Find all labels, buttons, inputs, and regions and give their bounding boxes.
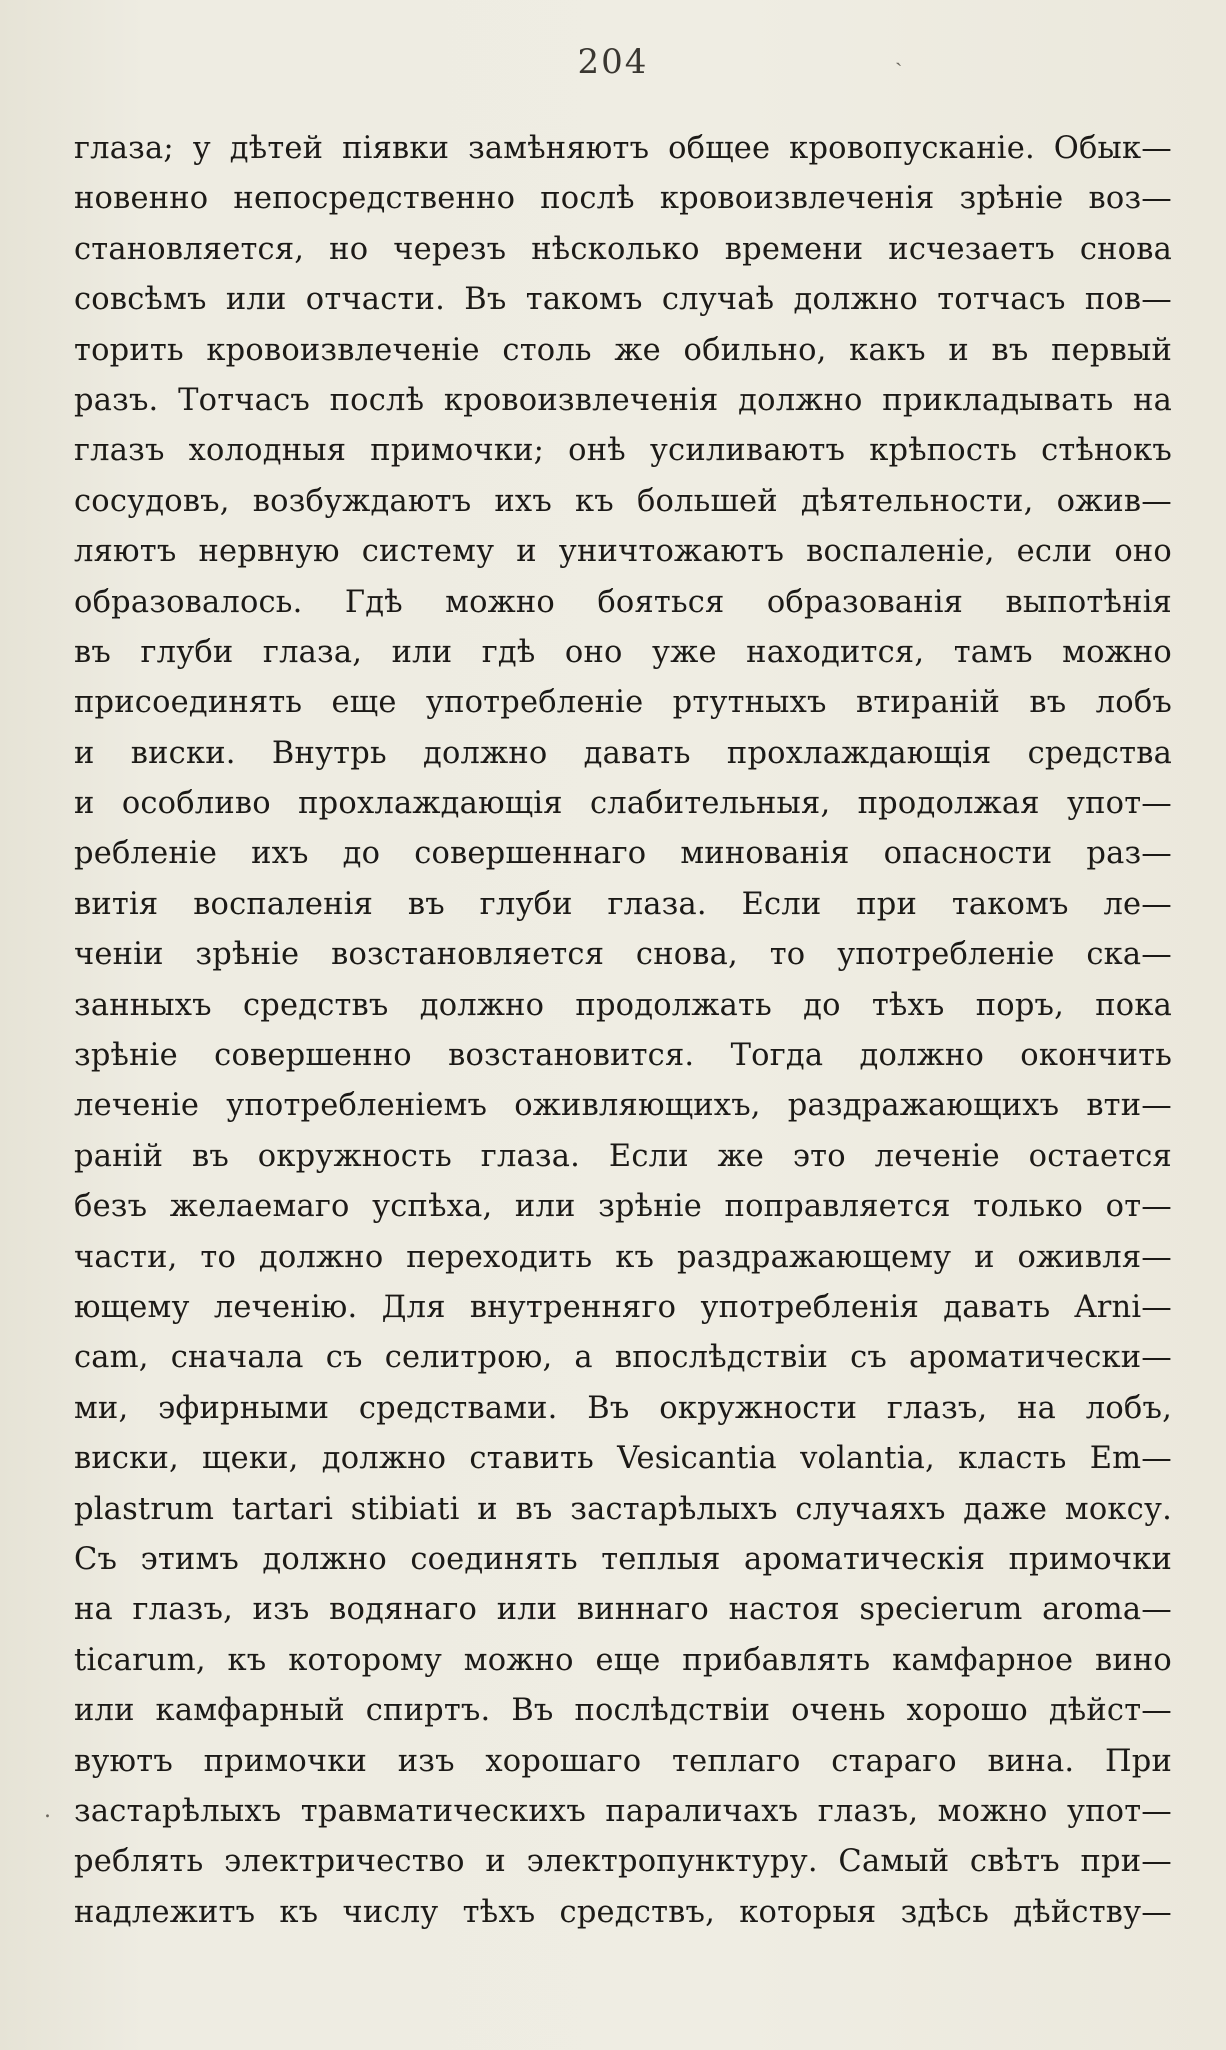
text-line: образовалось. Гдѣ можно бояться образованія выпотѣнія <box>74 584 1172 620</box>
text-line: безъ желаемаго успѣха, или зрѣніе поправляется только от— <box>74 1189 1172 1225</box>
text-line: на глазъ, изъ водянаго или виннаго настоя specierum aroma— <box>74 1592 1172 1628</box>
text-line: ющему леченію. Для внутренняго употребленія давать Arni— <box>74 1289 1172 1325</box>
text-line: ми, эфирными средствами. Въ окружности глазъ, на лобъ, <box>74 1390 1172 1426</box>
text-line: надлежитъ къ числу тѣхъ средствъ, которыя здѣсь дѣйству— <box>74 1894 1172 1930</box>
text-line: вуютъ примочки изъ хорошаго теплаго стараго вина. При <box>74 1743 1172 1779</box>
text-line: становляется, но черезъ нѣсколько времени исчезаетъ снова <box>74 231 1172 267</box>
text-line: въ глуби глаза, или гдѣ оно уже находится, тамъ можно <box>74 634 1172 670</box>
text-line: глаза; у дѣтей піявки замѣняютъ общее кровопусканіе. Обык— <box>74 131 1172 166</box>
text-line: ticarum, къ которому можно еще прибавлять камфарное вино <box>74 1642 1172 1678</box>
text-line: части, то должно переходить къ раздражающему и оживля— <box>74 1239 1172 1275</box>
body-text <box>74 124 1172 1938</box>
text-line: глазъ холодныя примочки; онѣ усиливаютъ крѣпость стѣнокъ <box>74 433 1172 469</box>
text-line: реблять электричество и электропунктуру. Самый свѣтъ при— <box>74 1844 1172 1880</box>
text-line: Съ этимъ должно соединять теплыя ароматическія примочки <box>74 1541 1172 1577</box>
text-line: совсѣмъ или отчасти. Въ такомъ случаѣ должно тотчасъ пов— <box>74 282 1172 318</box>
text-line: plastrum tartari stibiati и въ застарѣлыхъ случаяхъ даже моксу. <box>74 1491 1172 1527</box>
ink-speck: ˴ <box>895 49 903 74</box>
text-line: занныхъ средствъ должно продолжать до тѣхъ поръ, пока <box>74 987 1172 1023</box>
text-line: раній въ окружность глаза. Если же это леченіе остается <box>74 1138 1172 1174</box>
text-line: виски, щеки, должно ставить Vesicantia volantia, класть Em— <box>74 1441 1172 1477</box>
text-line: новенно непосредственно послѣ кровоизвлеченія зрѣніе воз— <box>74 181 1172 217</box>
text-line: зрѣніе совершенно возстановится. Тогда должно окончить <box>74 1038 1172 1074</box>
text-line: разъ. Тотчасъ послѣ кровоизвлеченія должно прикладывать на <box>74 382 1172 418</box>
text-line: присоединять еще употребленіе ртутныхъ втираній въ лобъ <box>74 685 1172 721</box>
text-line: ребленіе ихъ до совершеннаго минованія опасности раз— <box>74 836 1172 872</box>
text-line: леченіе употребленіемъ оживляющихъ, раздражающихъ вти— <box>74 1088 1172 1124</box>
page-number: 204 <box>577 42 649 82</box>
text-line: и виски. Внутрь должно давать прохлаждающія средства <box>74 735 1172 771</box>
ink-speck: . <box>44 1798 51 1823</box>
text-line: и особливо прохлаждающія слабительныя, продолжая упот— <box>74 786 1172 822</box>
text-line: ченіи зрѣніе возстановляется снова, то употребленіе ска— <box>74 937 1172 973</box>
text-line: застарѣлыхъ травматическихъ параличахъ глазъ, можно упот— <box>74 1793 1172 1829</box>
text-line: витія воспаленія въ глуби глаза. Если при такомъ ле— <box>74 886 1172 922</box>
text-line: сосудовъ, возбуждаютъ ихъ къ большей дѣятельности, ожив— <box>74 483 1172 519</box>
text-line: cam, сначала съ селитрою, а впослѣдствіи съ ароматически— <box>74 1340 1172 1376</box>
text-line: торить кровоизвлеченіе столь же обильно, какъ и въ первый <box>74 332 1172 368</box>
text-line: или камфарный спиртъ. Въ послѣдствіи очень хорошо дѣйст— <box>74 1693 1172 1729</box>
text-line: ляютъ нервную систему и уничтожаютъ воспаленіе, если оно <box>74 534 1172 570</box>
